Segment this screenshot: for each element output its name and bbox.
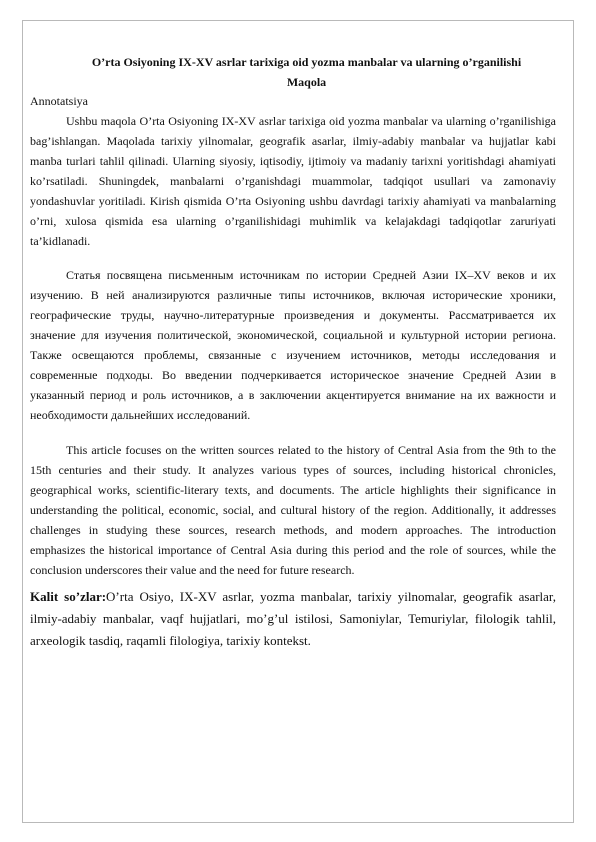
document-body bbox=[30, 52, 556, 652]
abstract-russian: Статья посвящена письменным источникам по истории Средней Азии IX–XV веков и их изучению. В ней анализируются различные типы источников, включая исторические хроники, географические труды, научно-литературные произведения и документы. Рассматривается их значение для изучения политической, экономической, социальной и культурной истории региона. Также освещаются проблемы, связанные с изучением источников, методы исследования и современные подходы. Во введении подчеркивается историческое значение Средней Азии в указанный период и роль источников, а в заключении акцентируется внимание на их важности и необходимости дальнейших исследований. bbox=[30, 268, 556, 422]
annotation-label: Annotatsiya bbox=[30, 94, 88, 108]
keywords-text: O’rta Osiyo, IX-XV asrlar, yozma manbalar, tarixiy yilnomalar, geografik asarlar, ilmiy-adabiy manbalar, vaqf hujjatlari, mo’g’ul istilosi, Samoniylar, Temuriylar, filologik tahlil, arxeologik tasdiq, raqamli filologiya, tarixiy kontekst. bbox=[30, 589, 556, 648]
document-subtitle: Maqola bbox=[286, 75, 327, 89]
document-title: O’rta Osiyoning IX-XV asrlar tarixiga oid yozma manbalar va ularning o’rganilishi bbox=[91, 55, 522, 69]
keywords bbox=[30, 586, 556, 652]
keywords-label: Kalit so’zlar: bbox=[30, 589, 107, 604]
abstract-uzbek: Ushbu maqola O’rta Osiyoning IX-XV asrlar tarixiga oid yozma manbalar va ularning o’rganilishiga bag’ishlangan. Maqolada tarixiy yilnomalar, geografik asarlar, ilmiy-adabiy manbalar va hujjatlar kabi manba turlari tahlil qilinadi. Ularning siyosiy, iqtisodiy, ijtimoiy va madaniy tarixni yoritishdagi ahamiyati ko’rsatiladi. Shuningdek, manbalarni o’rganishdagi muammolar, tadqiqot usullari va zamonaviy yondashuvlar yoritiladi. Kirish qismida O’rta Osiyoning ushbu davrdagi tarixiy ahamiyati va manbalarning o’rni, xulosa qismida esa ularning o’rganilishidagi muhimlik va kelajakdagi tadqiqotlar zaruriyati ta’kidlanadi. bbox=[30, 114, 556, 248]
abstract-english: This article focuses on the written sources related to the history of Central Asia from the 9th to the 15th centuries and their study. It analyzes various types of sources, including historical chronicles, geographical works, scientific-literary texts, and documents. The article highlights their significance in understanding the political, economic, social, and cultural history of the region. Additionally, it addresses challenges in studying these sources, research methods, and modern approaches. The introduction emphasizes the historical importance of Central Asia during this period and the role of sources, while the conclusion underscores their value and the need for future research. bbox=[30, 443, 556, 577]
